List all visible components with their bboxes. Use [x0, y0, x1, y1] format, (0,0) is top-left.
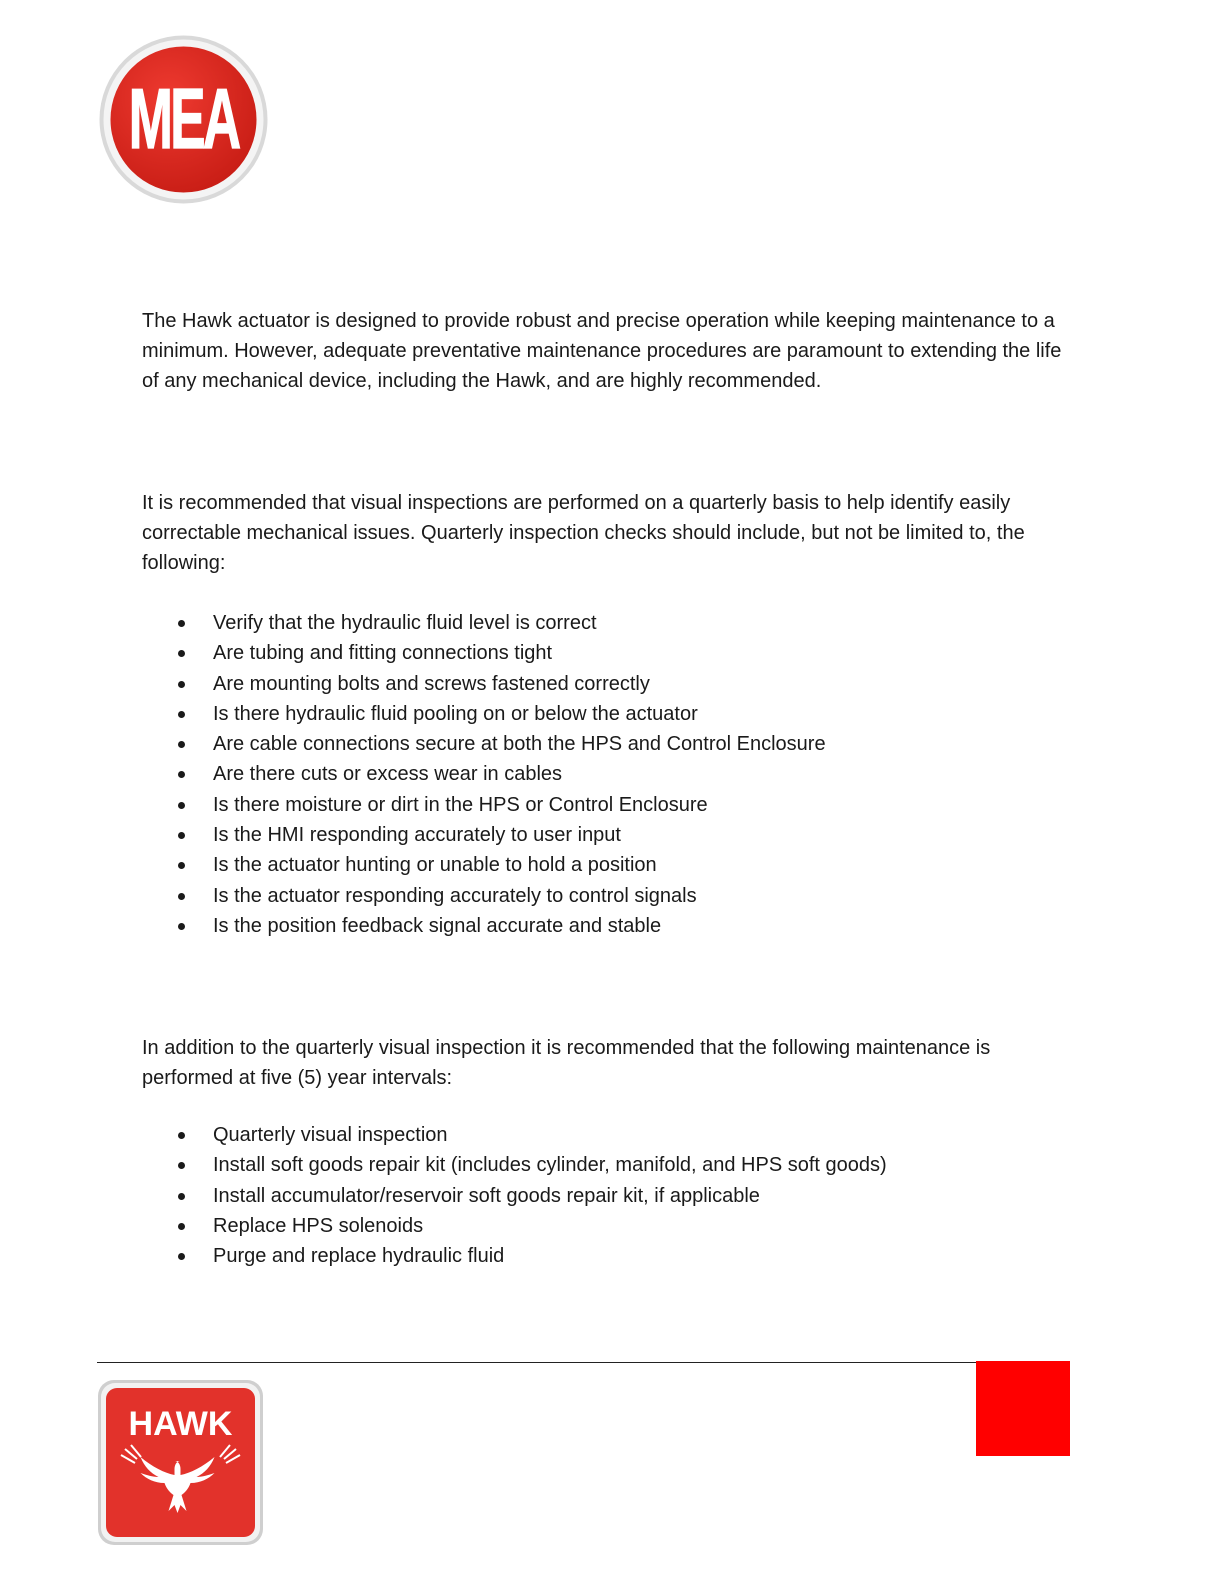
bullet-icon — [178, 802, 185, 809]
list-item: Is the actuator hunting or unable to hold a position — [142, 850, 1082, 880]
intro-paragraph: The Hawk actuator is designed to provide robust and precise operation while keeping maintenance to a minimum. However, adequate preventative maintenance procedures are paramount to extending the life of any mechanical device, including the Hawk, and are highly recommended. — [142, 310, 1062, 392]
list-item: Are cable connections secure at both the HPS and Control Enclosure — [142, 729, 1082, 759]
bullet-icon — [178, 832, 185, 839]
bullet-icon — [178, 620, 185, 627]
list-item: Is the HMI responding accurately to user input — [142, 820, 1082, 850]
list-item: Are tubing and fitting connections tight — [142, 638, 1082, 668]
list-item: Verify that the hydraulic fluid level is correct — [142, 608, 1082, 638]
bullet-icon — [178, 862, 185, 869]
bullet-icon — [178, 1253, 185, 1260]
five-year-maintenance-list — [142, 1120, 1082, 1271]
footer-accent-block — [976, 1361, 1070, 1456]
list-item: Are there cuts or excess wear in cables — [142, 759, 1082, 789]
bullet-icon — [178, 711, 185, 718]
bullet-icon — [178, 1132, 185, 1139]
footer-divider — [97, 1362, 977, 1363]
list-item: Quarterly visual inspection — [142, 1120, 1082, 1150]
quarterly-inspection-list — [142, 608, 1082, 941]
mea-logo-icon — [97, 33, 270, 206]
list-item: Are mounting bolts and screws fastened correctly — [142, 669, 1082, 699]
list-item: Is the position feedback signal accurate and stable — [142, 911, 1082, 941]
svg-text:HAWK: HAWK — [128, 1405, 233, 1443]
bullet-icon — [178, 923, 185, 930]
bullet-icon — [178, 1223, 185, 1230]
list-item: Install accumulator/reservoir soft goods repair kit, if applicable — [142, 1181, 1082, 1211]
bullet-icon — [178, 893, 185, 900]
bullet-icon — [178, 681, 185, 688]
quarterly-inspection-paragraph: It is recommended that visual inspections are performed on a quarterly basis to help identify easily correctable mechanical issues. Quarterly inspection checks should include, but not be limited to, the following: — [142, 492, 1025, 574]
five-year-maintenance-paragraph: In addition to the quarterly visual inspection it is recommended that the following maintenance is performed at five (5) year intervals: — [142, 1037, 991, 1089]
svg-text:MEA: MEA — [128, 72, 239, 168]
list-item: Replace HPS solenoids — [142, 1211, 1082, 1241]
bullet-icon — [178, 650, 185, 657]
list-item: Install soft goods repair kit (includes cylinder, manifold, and HPS soft goods) — [142, 1150, 1082, 1180]
bullet-icon — [178, 771, 185, 778]
bullet-icon — [178, 1162, 185, 1169]
list-item: Is there moisture or dirt in the HPS or Control Enclosure — [142, 790, 1082, 820]
list-item: Is there hydraulic fluid pooling on or below the actuator — [142, 699, 1082, 729]
hawk-logo-icon — [97, 1379, 264, 1546]
bullet-icon — [178, 741, 185, 748]
list-item: Purge and replace hydraulic fluid — [142, 1241, 1082, 1271]
bullet-icon — [178, 1193, 185, 1200]
list-item: Is the actuator responding accurately to control signals — [142, 881, 1082, 911]
